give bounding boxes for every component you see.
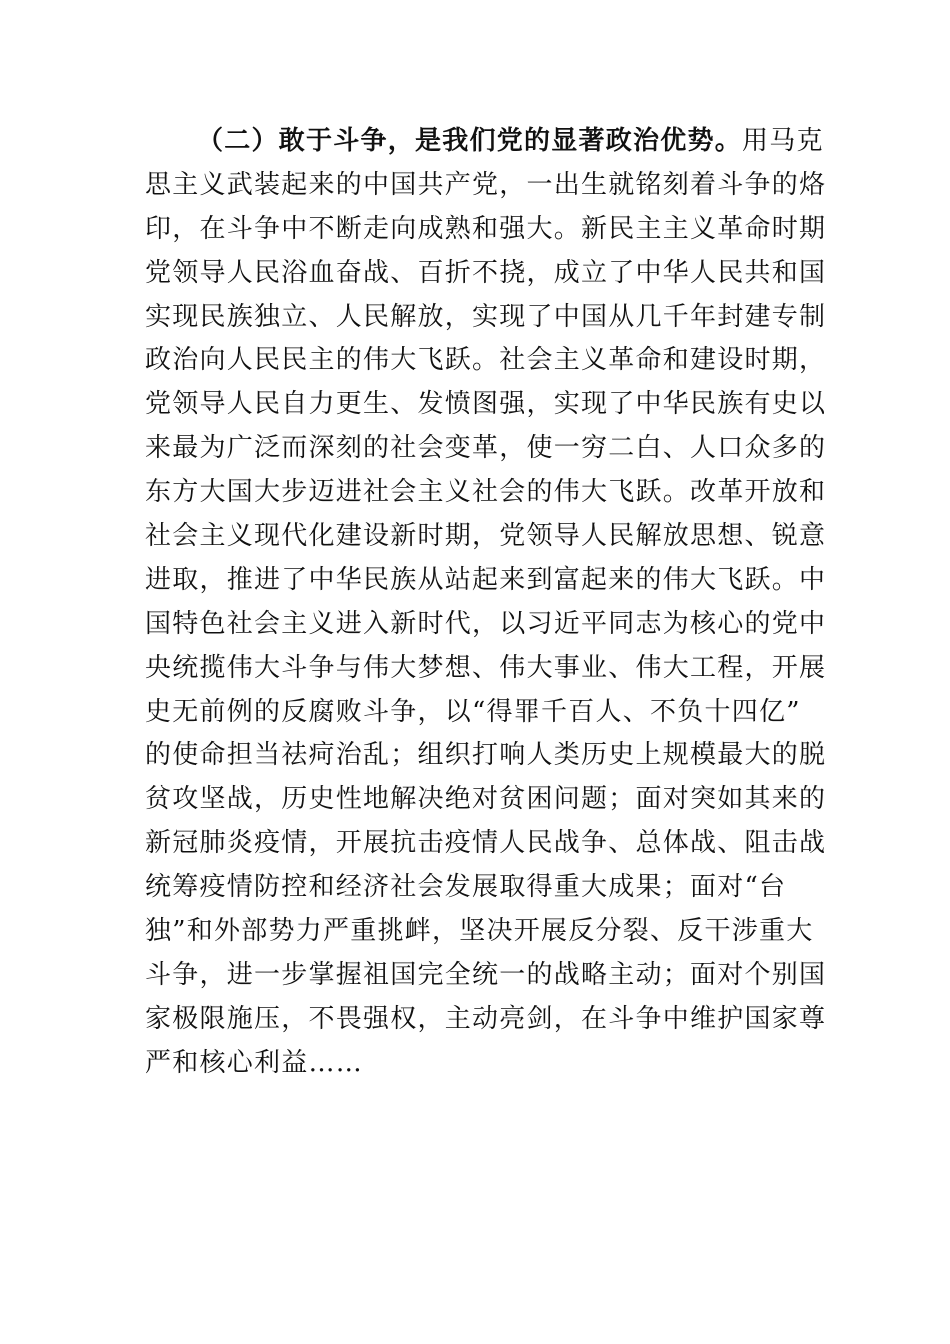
- paragraph-line-2: 思主义武装起来的中国共产党，一出生就铭刻着斗争的烙: [145, 169, 827, 200]
- paragraph-line-6: 政治向人民民主的伟大飞跃。社会主义革命和建设时期，: [145, 345, 827, 376]
- paragraph-line-10: 社会主义现代化建设新时期，党领导人民解放思想、锐意: [145, 521, 827, 552]
- paragraph-line-22: 严和核心利益……: [145, 1047, 364, 1078]
- paragraph-line-20: 斗争，进一步掌握祖国完全统一的战略主动；面对个别国: [145, 959, 827, 990]
- paragraph-line-19: 独”和外部势力严重挑衅，坚决开展反分裂、反干涉重大: [145, 916, 814, 947]
- paragraph-line-8: 来最为广泛而深刻的社会变革，使一穷二白、人口众多的: [145, 433, 827, 464]
- section-heading: （二）敢于斗争，是我们党的显著政治优势。: [197, 126, 743, 156]
- paragraph-line-13: 央统揽伟大斗争与伟大梦想、伟大事业、伟大工程，开展: [145, 652, 827, 683]
- paragraph-line-16: 贫攻坚战，历史性地解决绝对贫困问题；面对突如其来的: [145, 784, 827, 815]
- paragraph-line-1-text: 用马克: [742, 126, 824, 156]
- paragraph-line-5: 实现民族独立、人民解放，实现了中国从几千年封建专制: [145, 301, 827, 332]
- paragraph-line-7: 党领导人民自力更生、发愤图强，实现了中华民族有史以: [145, 389, 827, 420]
- paragraph-line-17: 新冠肺炎疫情，开展抗击疫情人民战争、总体战、阻击战: [145, 828, 827, 859]
- paragraph-line-11: 进取，推进了中华民族从站起来到富起来的伟大飞跃。中: [145, 564, 827, 595]
- paragraph-line-1: [145, 120, 824, 164]
- paragraph-line-4: 党领导人民浴血奋战、百折不挠，成立了中华人民共和国: [145, 257, 827, 288]
- paragraph-line-14: 史无前例的反腐败斗争，以“得罪千百人、不负十四亿”: [145, 696, 801, 727]
- paragraph-line-9: 东方大国大步迈进社会主义社会的伟大飞跃。改革开放和: [145, 477, 827, 508]
- paragraph-line-21: 家极限施压，不畏强权，主动亮剑，在斗争中维护国家尊: [145, 1003, 827, 1034]
- paragraph-line-15: 的使命担当祛疴治乱；组织打响人类历史上规模最大的脱: [145, 740, 827, 771]
- paragraph-line-3: 印，在斗争中不断走向成熟和强大。新民主主义革命时期: [145, 213, 827, 244]
- paragraph-line-18: 统筹疫情防控和经济社会发展取得重大成果；面对“台: [145, 872, 787, 903]
- body-paragraph: [145, 120, 827, 1086]
- paragraph-line-12: 国特色社会主义进入新时代，以习近平同志为核心的党中: [145, 608, 827, 639]
